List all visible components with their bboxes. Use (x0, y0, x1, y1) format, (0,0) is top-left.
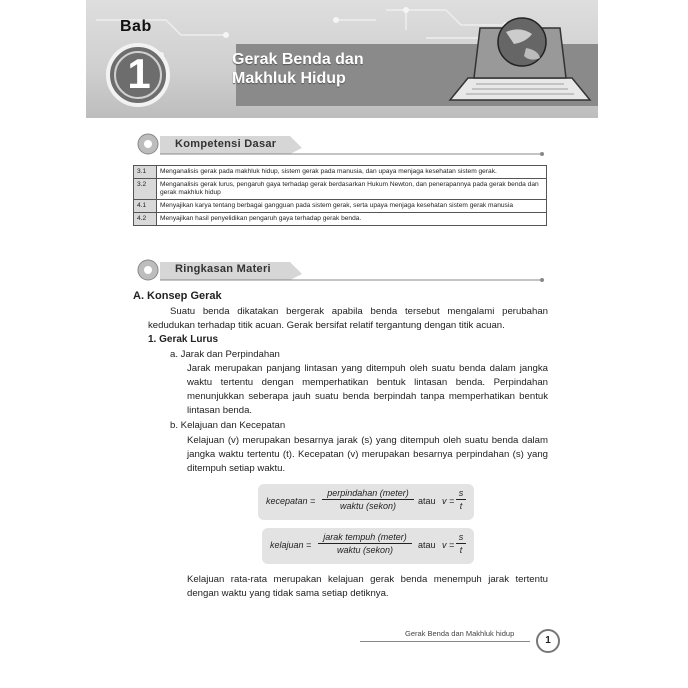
ringkasan-heading: Ringkasan Materi (175, 263, 271, 275)
paragraph-jarak: Jarak merupakan panjang lintasan yang ditempuh oleh suatu benda dalam jangka waktu tertentu dengan memperhatikan bentuk lintasan benda. Perpindahan menunjukkan seberapa jauh suatu benda berpindah tanpa memperhatikan bentuk lintasan benda. (187, 363, 548, 416)
formula-kecepatan (258, 484, 474, 520)
formula-numerator: jarak tempuh (meter) (318, 532, 412, 544)
chapter-title-line2: Makhluk Hidup (232, 70, 346, 87)
formula-rhs-denominator: t (459, 501, 463, 511)
section-a-heading: A. Konsep Gerak (133, 290, 222, 302)
paragraph-kelajuan-rata-rata: Kelajuan rata-rata merupakan kelajuan gerak benda menempuh jarak tertentu dengan waktu yang tidak sama setiap detiknya. (187, 574, 548, 599)
formula-fraction (322, 488, 414, 511)
bab-label: Bab (120, 18, 152, 35)
formula-rhs-fraction (456, 532, 466, 555)
kd-text: Menyajikan karya tentang berbagai gangguan pada sistem gerak, serta upaya menjaga kesehatan sistem gerak manusia (157, 200, 547, 213)
formula-kelajuan (262, 528, 474, 564)
kompetensi-table (133, 165, 547, 226)
formula-rhs-denominator: t (459, 545, 463, 555)
table-row (134, 213, 547, 226)
formula-atau: atau (418, 540, 436, 550)
paragraph-konsep-gerak: Suatu benda dikatakan bergerak apabila benda tersebut mengalami perubahan kedudukan terhadap titik acuan. Gerak bersifat relatif tergantung dengan titik acuan. (148, 306, 548, 331)
kd-code: 3.1 (134, 166, 157, 179)
formula-fraction (318, 532, 412, 555)
formula-rhs-numerator: s (456, 532, 466, 544)
kd-text: Menyajikan hasil penyelidikan pengaruh gaya terhadap gerak benda. (157, 213, 547, 226)
kd-text: Menganalisis gerak lurus, pengaruh gaya terhadap gerak berdasarkan Hukum Newton, dan penerapannya pada gerak benda dan gerak makhluk hidup (157, 179, 547, 200)
chapter-number: 1 (127, 50, 151, 97)
formula-numerator: perpindahan (meter) (322, 488, 414, 500)
footer-rule (360, 641, 530, 642)
kd-code: 4.1 (134, 200, 157, 213)
item-b-heading: b. Kelajuan dan Kecepatan (170, 420, 286, 431)
paragraph-kelajuan: Kelajuan (v) merupakan besarnya jarak (s) yang ditempuh oleh suatu benda dalam jangka waktu tertentu (t). Kecepatan (v) merupakan besarnya perpindahan (s) yang ditempuh setiap waktu. (187, 435, 548, 474)
formula-rhs: v = (442, 496, 455, 506)
kompetensi-heading: Kompetensi Dasar (175, 138, 277, 150)
formula-lhs: kelajuan = (270, 540, 312, 550)
laptop-globe-icon (440, 8, 600, 104)
kd-code: 4.2 (134, 213, 157, 226)
item-a-heading: a. Jarak dan Perpindahan (170, 349, 280, 360)
formula-rhs: v = (442, 540, 455, 550)
subsection-1-heading: 1. Gerak Lurus (148, 334, 219, 345)
formula-rhs-fraction (456, 488, 466, 511)
table-row (134, 166, 547, 179)
formula-denominator: waktu (sekon) (336, 545, 394, 555)
chapter-title-line1: Gerak Benda dan (232, 51, 364, 68)
formula-rhs-numerator: s (456, 488, 466, 500)
formula-denominator: waktu (sekon) (339, 501, 397, 511)
kd-code: 3.2 (134, 179, 157, 200)
footer-running-title: Gerak Benda dan Makhluk hidup (405, 629, 515, 638)
chapter-title (232, 50, 364, 88)
kd-text: Menganalisis gerak pada makhluk hidup, sistem gerak pada manusia, dan upaya menjaga kesehatan sistem gerak. (157, 166, 547, 179)
table-row (134, 179, 547, 200)
formula-atau: atau (418, 496, 436, 506)
table-row (134, 200, 547, 213)
page-number: 1 (536, 629, 560, 653)
formula-lhs: kecepatan = (266, 496, 316, 506)
